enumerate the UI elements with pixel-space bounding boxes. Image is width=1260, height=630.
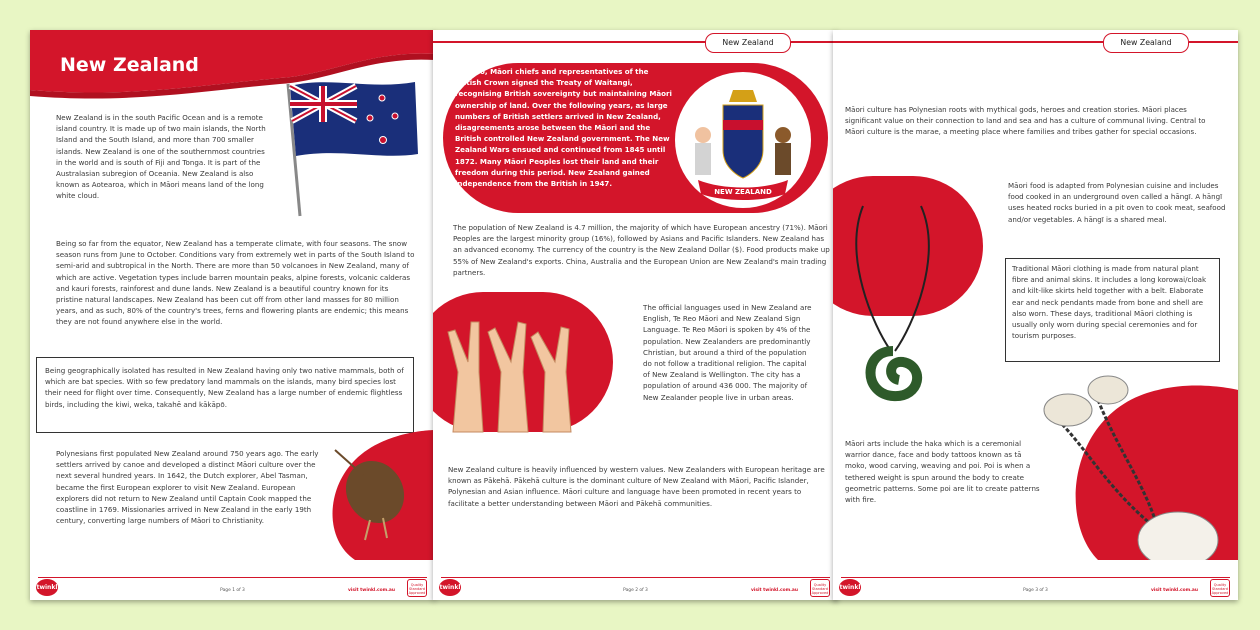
website-link[interactable]: visit twinkl.com.au [751,588,798,593]
quality-badge: Quality Standard Approved [407,579,427,597]
climate-text: Being so far from the equator, New Zealand has a temperate climate, with four seasons. The snow season runs from June to October. Conditions vary from extremely wet in parts of the South Island to semi-arid and subtropical in the North. There are more than 50 volcanoes in New Zealand, many of which are active. Vegetation types include barren mountain peaks, alpine forests, volcanic calderas and kauri forests, rainforest and dune lands. New Zealand is a beautiful country known for its pristine natural landscapes. New Zealand has been cut off from other land masses for 80 million years, and as such, 80% of the country's trees, ferns and flowering plants are endemic; this means they are not found anywhere else in the world. [56,239,415,327]
page-header: New Zealand [1103,33,1189,53]
nz-flag-image [270,76,430,221]
quality-badge: Quality Standard Approved [810,579,830,597]
arts-text: Māori arts include the haka which is a ceremonial warrior dance, face and body tattoos known as tā moko, wood carving, weaving and poi. Poi is when a tethered weight is spun around the body to create geometric patterns. Some poi are lit to create patterns with fire. [845,439,1040,505]
page-2 [433,30,838,600]
languages-text: The official languages used in New Zealand are English, Te Reo Māori and New Zealand Sign Language. Te Reo Māori is spoken by 4% of the population. New Zealanders are predominantly Christian, but around a third of the population do not follow a traditional religion. The capital of New Zealand is Wellington. The city has a population of around 436 000. The majority of New Zealander people live in urban areas. [643,303,812,402]
footer-line [38,577,427,578]
page-header: New Zealand [705,33,791,53]
footer-line [441,577,830,578]
footer-line [841,577,1230,578]
header-line [833,41,1105,43]
page-number: Page 2 of 3 [623,588,648,593]
clothing-text: Traditional Māori clothing is made from natural plant fibre and animal skins. It includes a long korowai/cloak and kilt-like skirts held together with a belt. Elaborate ear and neck pendants made from bone and shell are also worn. These days, traditional Māori clothing is usually only worn during special ceremonies and for tourism purposes. [1012,264,1207,341]
twinkl-logo: twinkl [36,579,58,596]
page-title: New Zealand [60,54,199,76]
page-3 [833,30,1238,600]
wildlife-box [36,357,414,433]
clothing-box [1005,258,1220,362]
history-text: Polynesians first populated New Zealand around 750 years ago. The early settlers arrived by canoe and developed a distinct Māori culture over the next several hundred years. In 1642, the Dutch explorer, Abel Tasman, became the first European explorer to visit New Zealand. European explorers did not return to New Zealand until Captain Cook mapped the coastline in 1769. Missionaries arrived in New Zealand in the early 19th century, converting large numbers of Māori to Christianity. [56,449,319,526]
poi-image [1038,370,1238,560]
intro-text: New Zealand is in the south Pacific Ocean and is a remote island country. It is made up of two main islands, the North Island and the South Island, and more than 700 smaller islands. New Zealand is one of the southernmost countries in the world and is south of Fiji and Tonga. It is part of the Australasian subregion of Oceania. New Zealand is also known as Aotearoa, which in Māori means land of the long white cloud. [56,113,266,201]
page-number: Page 3 of 3 [1023,588,1048,593]
maori-culture-text: Māori culture has Polynesian roots with mythical gods, heroes and creation stories. Māori places significant value on their connection to land and sea and has a culture of communal living. Central to Māori culture is the marae, a meeting place where families and tribes gather for special occasions. [845,105,1206,137]
website-link[interactable]: visit twinkl.com.au [348,588,395,593]
header-line [791,41,838,43]
wildlife-text: Being geographically isolated has resulted in New Zealand having only two native mammals, both of which are bat species. With so few predatory land mammals on the islands, many bird species lost their need for flight over time. Consequently, New Zealand has a large number of endemic flightless birds, including the kiwi, weka, takahē and kākāpō. [45,366,404,409]
treaty-text: In 1840, Māori chiefs and representatives of the British Crown signed the Treaty of Waitangi, recognising British sovereignty but maintaining Māori ownership of land. Over the following years, as large numbers of British settlers arrived in New Zealand, disagreements arose between the Māori and the British controlled New Zealand government. The New Zealand Wars ensued and continued from 1845 until 1872. Many Māori Peoples lost their land and their freedom during this period. New Zealand gained independence from the British in 1947. [455,67,672,189]
coat-of-arms-image [673,70,813,210]
twinkl-logo: twinkl [439,579,461,596]
greenstone-pendant-image [833,176,993,406]
header-line [1189,41,1238,43]
twinkl-logo: twinkl [839,579,861,596]
culture-text: New Zealand culture is heavily influenced by western values. New Zealanders with European heritage are known as Pākehā. Pākehā culture is the dominant culture of New Zealand with Māori, Pacific Islander, Polynesian and Asian influence. Māori culture and language have been promoted in recent years to facilitate a better understanding between Māori and Pākehā communities. [448,465,825,508]
crest-banner-text: NEW ZEALAND [714,188,772,196]
quality-badge: Quality Standard Approved [1210,579,1230,597]
population-text: The population of New Zealand is 4.7 million, the majority of which have European ancestry (71%). Māori Peoples are the largest minority group (16%), followed by Asians and Pacific Islanders. New Zealand has an advanced economy. The currency of the country is the New Zealand Dollar ($). Food products make up 55% of New Zealand's exports. China, Australia and the European Union are New Zealand's main trading partners. [453,223,830,277]
food-text: Māori food is adapted from Polynesian cuisine and includes food cooked in an underground oven called a hāngī. A hāngī uses heated rocks buried in a pit oven to cook meat, seafood and/or vegetables. A hāngī is a shared meal. [1008,181,1226,224]
page-number: Page 1 of 3 [220,588,245,593]
website-link[interactable]: visit twinkl.com.au [1151,588,1198,593]
page-1 [30,30,435,600]
kiwi-bird-image [315,430,435,560]
header-line [433,41,708,43]
sign-language-hands-image [433,292,623,442]
